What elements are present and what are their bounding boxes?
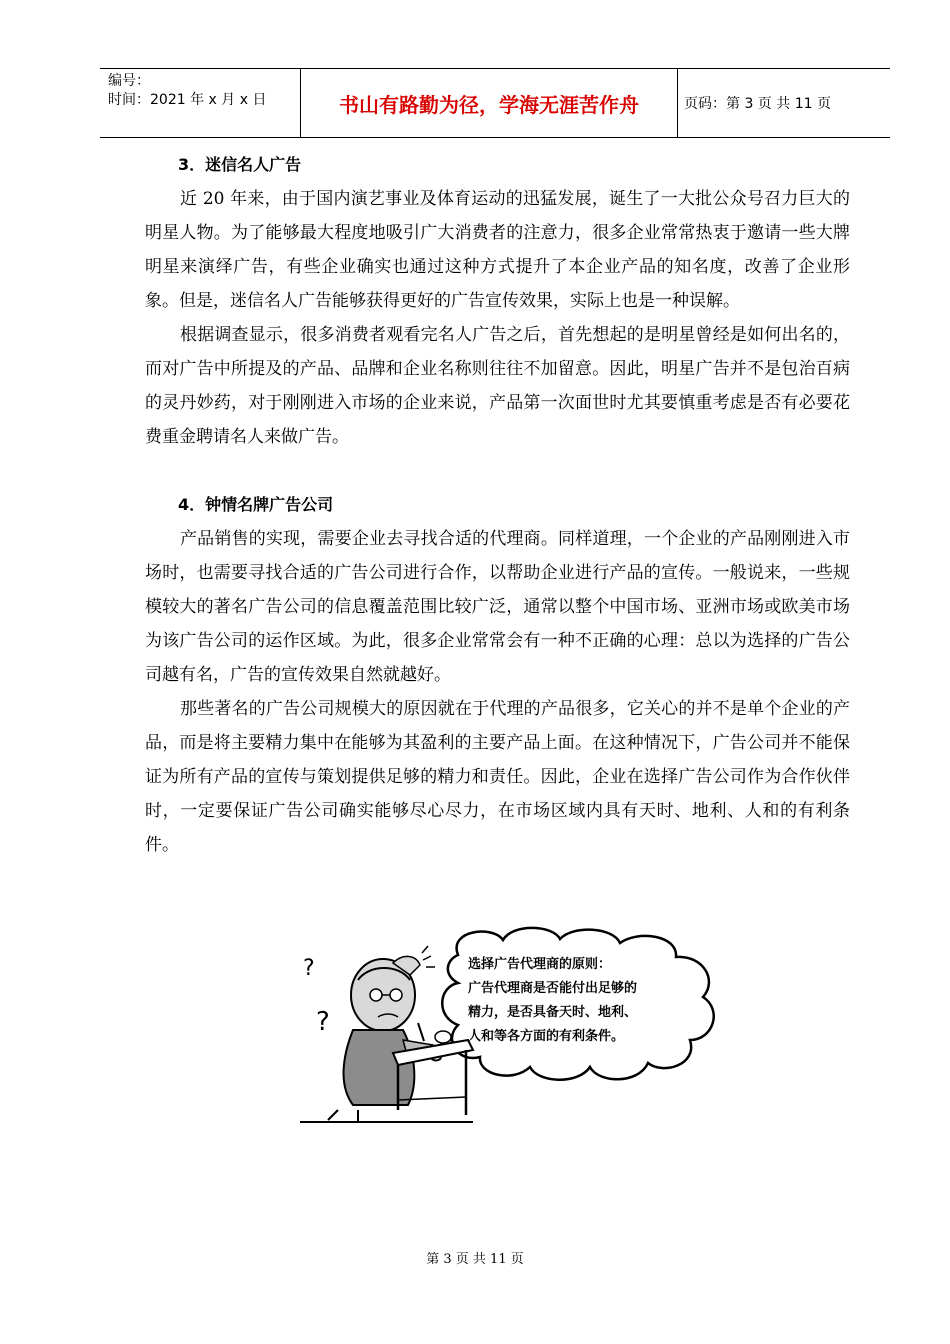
- question-mark-icon: ?: [303, 956, 315, 981]
- number-label: 编号：: [108, 73, 150, 89]
- bubble-line: 广告代理商是否能付出足够的: [468, 981, 638, 996]
- section-title: 3．迷信名人广告: [178, 155, 302, 174]
- header-meta-cell: [100, 69, 301, 137]
- thought-bubble-text: [468, 953, 698, 1049]
- page-footer: 第 3 页 共 11 页: [426, 1252, 524, 1267]
- time-label: 时间：2021 年 x 月 x 日: [108, 92, 267, 108]
- document-header: [100, 68, 890, 138]
- paragraph: 近 20 年来，由于国内演艺事业及体育运动的迅猛发展，诞生了一大批公众号召力巨大的明星人物。为了能够最大程度地吸引广大消费者的注意力，很多企业常常热衷于邀请一些大牌明星来演绎广告，有些企业确实也通过这种方式提升了本企业产品的知名度，改善了企业形象。但是，迷信名人广告能够获得更好的广告宣传效果，实际上也是一种误解。: [145, 189, 850, 311]
- bubble-line: 人和等各方面的有利条件。: [468, 1029, 625, 1044]
- paragraph: 产品销售的实现，需要企业去寻找合适的代理商。同样道理，一个企业的产品刚刚进入市场时，也需要寻找合适的广告公司进行合作，以帮助企业进行产品的宣传。一般说来，一些规模较大的著名广告公司的信息覆盖范围比较广泛，通常以整个中国市场、亚洲市场或欧美市场为该广告公司的运作区域。为此，很多企业常常会有一种不正确的心理：总以为选择的广告公司越有名，广告的宣传效果自然就越好。: [145, 529, 850, 685]
- header-page-info: 页码：第 3 页 共 11 页: [684, 96, 831, 112]
- cartoon-illustration: [298, 925, 748, 1125]
- bubble-line: 精力，是否具备天时、地利、: [468, 1005, 638, 1020]
- document-body: [145, 148, 850, 862]
- question-mark-icon: ?: [316, 1007, 330, 1037]
- bubble-line: 选择广告代理商的原则：: [468, 957, 612, 972]
- paragraph: 根据调查显示，很多消费者观看完名人广告之后，首先想起的是明星曾经是如何出名的，而对广告中所提及的产品、品牌和企业名称则往往不加留意。因此，明星广告并不是包治百病的灵丹妙药，对于刚刚进入市场的企业来说，产品第一次面世时尤其要慎重考虑是否有必要花费重金聘请名人来做广告。: [145, 325, 850, 447]
- section-title: 4．钟情名牌广告公司: [178, 495, 334, 514]
- header-motto: 书山有路勤为径，学海无涯苦作舟: [301, 69, 678, 137]
- paragraph: 那些著名的广告公司规模大的原因就在于代理的产品很多，它关心的并不是单个企业的产品，而是将主要精力集中在能够为其盈利的主要产品上面。在这种情况下，广告公司并不能保证为所有产品的宣传与策划提供足够的精力和责任。因此，企业在选择广告公司作为合作伙伴时，一定要保证广告公司确实能够尽心尽力，在市场区域内具有天时、地利、人和的有利条件。: [145, 699, 850, 855]
